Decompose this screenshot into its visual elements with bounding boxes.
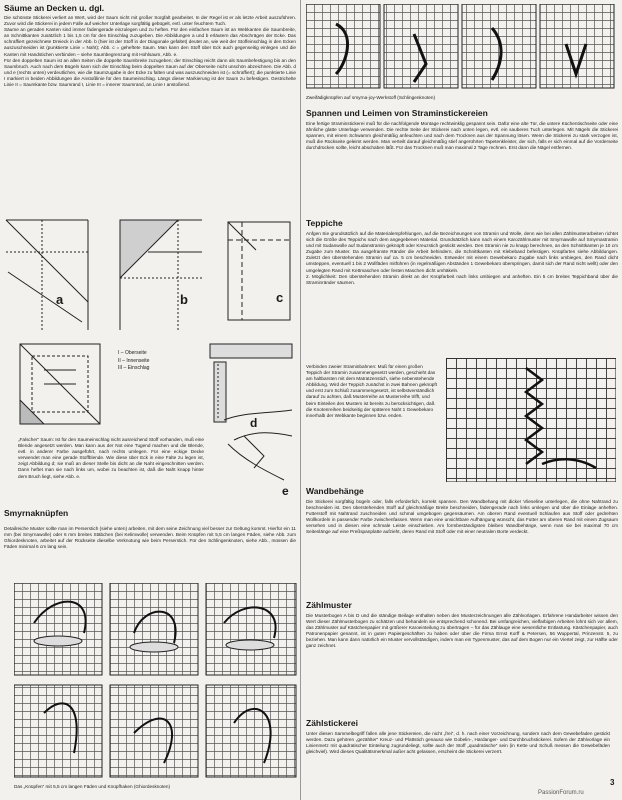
double-knot-illustrations: [306, 4, 616, 92]
section-title-smyrnaknuepfen: Smyrnaknüpfen: [4, 508, 69, 518]
mattress-stitch-illustration: [446, 358, 616, 482]
section-title-zaehlmuster: Zählmuster: [306, 600, 352, 610]
binding-figures-de: [204, 340, 298, 490]
figure-label-e: e: [282, 484, 289, 498]
stretching-section: [306, 108, 618, 151]
figure-label-b: b: [180, 292, 188, 307]
paragraph: Die schönste Stickerei verliert an Wert, wird der Saum nicht mit großer Sorgfalt gearbeitet. In der Regel ist er als letzte Arbeit auszuführen. Zuvor wird die Stickerei in jedem Falle auf weicher Unterlage sorgfältig gebügelt, evtl. unter feuchtem Tuch.: [4, 15, 296, 27]
figure-label-a: a: [56, 292, 64, 307]
false-hem-text: [18, 437, 204, 480]
count-patterns-section: [306, 600, 618, 650]
knotting-illustrations: [14, 583, 298, 781]
paragraph: Für den doppelten Saum ist an allen Seiten die doppelte Saumbreite zuzugeben; der Einschlag reicht dann als Saumbefestigung bis an den Saumbruch. Auch nach dem Bügeln kann sich der Einschlag beim doppelten Saum auf der Oberseite nicht unschön abzeichnen. Die Abb. d und e (rechts unten) verdeutlichen, wie die Saumzugabe in der Ecke zu falten und was auszuschneiden ist (= schraffiert); die punktierte Linie I markiert in beiden Abbildungen die Anstoßlinie für den Saumeinschlag. Längs dieser Markierung ist der Saum zu befestigen. Gestrichelte Linie II = Saumkante bzw. Saumrand I, Linie III = innerer Saumrand, an Linie I anstoßend.: [4, 57, 296, 88]
paragraph: Eine fertige Straminstickerei muß für die nachfolgende Montage rechtwinklig gespannt sein. Dafür eine alte Tür, die untere Küchentischseite oder eine ähnliche glatte Unterlage verwenden. Die rechte Seite der Stickerei nach unten legen, evtl. ein sauberes Tuch unterlegen. Mit Nägeln die Stickerei spannen, mit einem Schwamm gleichmäßig anfeuchten und nach dem Trocknen aus der Spannung lösen. Wenn die Stickerei zu stark verzogen ist, muß die Rückseite geleimt werden. Man verteilt darauf gleichmäßig stief angerührten Tapetenkleister, der sich, falls er sich einmal auf die Vorderseite durchdrücken sollte, leicht abschaben läßt. Für das Trocknen muß man maximal 2 Tage rechnen. Erst dann die Nägel entfernen.: [306, 121, 618, 151]
section-title-wandbehaenge: Wandbehänge: [306, 486, 364, 496]
figure-caption: Das „Knüpfen“ mit 5,5 cm langen Fäden und Knüpfhaken (Ghiordesknoten): [14, 784, 171, 789]
source-watermark: PassionForum.ru: [538, 790, 584, 796]
section-title-teppiche: Teppiche: [306, 218, 343, 228]
figure-label-c: c: [276, 290, 284, 305]
wall-hangings-section: [306, 486, 618, 536]
counted-embroidery-section: [306, 718, 610, 755]
legend-item: I – Oberseite: [118, 350, 147, 356]
paragraph: 2. Möglichkeit: Den überstehenden Stramin direkt an der Knüpfarbeit nach links umbiegen und anheften. Ein 5 cm breites Teppichband über die Straminränder säumen.: [306, 273, 618, 285]
double-hem-figure: [16, 340, 116, 430]
legend-item: III – Einschlag: [118, 365, 150, 371]
joining-section: [306, 364, 438, 419]
page-number: 3: [610, 778, 615, 787]
carpets-section: [306, 218, 618, 286]
paragraph: Säume an geraden Kanten sind immer fadengerade einzulegen und zu heften. Für den einfachen Saum ist an Webkanten die Saumbreite, an Schnittkanten zusätzlich 1 bis 1,5 cm für den Einschlag zuzugeben. Die Abbildungen a und b erläutern das Abschrägen der Ecke. Das schraffiert gezeichnete Dreieck in der Abb. b (hier ist der Stoff in der Diagonale gefaltet) deutet an, wie weit der Stoffeinschlag in den Ecken auszuschneiden ist (punktierte Linie = Naht); Abb. c = geheftete Saum. Man kann den Stoff über Eck auch gegenseitig einlegen und die Kanten mit Handstichen verbinden – siehe Saumbegrenzung mit Hohlsaum, Abb. e.: [4, 27, 296, 57]
smyrna-section: [4, 508, 296, 550]
paragraph: Anfgen Sie grundsätzlich auf die Materialempfehlungen, auf die Bezeichnungen von Stramin und Wolle, denn wie bei allen Zählmusterarbeiten richtet sich die Größe des Teppichs nach dem angegebenen Material. Grundsätzlich kann nach einem Karozählmuster mit Smyrnawolle auf Smyrnastramin und mit Sudanwolle auf Sudanstramin geknüpft oder Kreuzstich gestickt werden. Den Stramin nie zu knapp berechnen, an den Schnittkanten je 10 cm Zugabe zum Muster. Da ausgefranste Ränder die Arbeit behindern, die Schnittkanten mit Klebeband befestigen. Knüpfarten siehe Abbildungen. Zuletzt den überstehenden Stramin auf ca. 5 cm beschneiden. Entweder mit einem Gewebekaro Zugabe nach links umbiegen, den Rand dicht umsteppen, eventuell 1 bis 2 Wollfäden mitführen (in regelmäßigen Abständen 1 Gewebekaro überspringen, damit sich der Rand nicht wellt) oder den umgelegten Rand mit Kettmaschen oder festen Maschen dicht umhäkeln.: [306, 231, 618, 273]
column-divider: [300, 0, 301, 800]
double-hem-legend: [118, 350, 149, 373]
paragraph: Die Stickerei sorgfältig bügeln oder, falls erforderlich, korrekt spannen. Den Wandbehang mit dicker Vlieseline unterlegen, die ohne Nahtrand zu beschneiden ist. Den überstehenden Stoff auf gleichmäßige Breite beschneiden, fadengerade nach links umlegen und über die Einlage anheften. Futterstoff mit Nahtrand zuschneiden und schmal umgebogen gegensäumen. Am oberen Rand eventuell Schlaufen aus Stoff oder gedrehten Wollkordeln in passender Farbe zwischenfassen. Wenn man eine unsichtbare Aufhängung wünscht, das Futter am oberen Rand mit einem Zugsaum versehen und in diesen eine schmale Leiste einschieben. Am formbeständigsten bleiben Wandbehänge, wenn man sie bei maximal 70 cm Seitenlänge auf eine Preßspanplatte aufzieht, deren Rand mit Stoff oder mit einer neutralen Borte verdeckt.: [306, 499, 618, 535]
figure-caption: Zweifädigknüpfen auf smyrna-joy-Werkstoff (Schlingenknoten): [306, 95, 436, 100]
section-title-spannen: Spannen und Leimen von Straminstickereien: [306, 108, 488, 118]
paragraph: Detailreiche Muster sollte man im Perserstich (siehe unten) arbeiten, mit dem seine Zeichnung viel besser zur Geltung kommt. Hierfür ein 11 mm (bei Smyrnawolle) oder 6 mm breites Stäbchen (bei Kelimwolle) verwenden. Beim Knüpfen mit 5,5 cm langen Fäden, siehe Abb. zum Ghiordesknoten, arbeitet auf der Rückseite dieselbe Verknotung wie beim Perserstich. Für den Schlingenknoten, siehe Abb., müssen die Fäden minimal 6 cm lang sein.: [4, 526, 296, 550]
hem-figures-abc: [2, 212, 298, 337]
paragraph: Die Musterbogen A bis D und die ständige Beilage enthalten neben den Musterzeichnungen alle Zählvorlagen. Erfahrene Handarbeiter wissen den Wert dieser Zählmusterbogen zu schätzen und behandeln sie entsprechend schonend. Bei umfangreichen, vielfarbigen Arbeiten lohnt sich vor allem, das Zählmuster auf Kästchenpapier mit größerer Karoeinteilung zu übertragen – für das Zählauge eine wesentliche Entlastung. Kästchenpapier, auch Patronenpapier genannt, ist in guten Papiergeschäften zu haben oder über die Firma Ernst Korff & Petersen, 56 Wuppertal, Prinzenstr. 5, zu beziehen. Man kann dann natürlich ein Muster vervollständigen, indem man ein Typenmuster, das auf dem Bogen nur ein Viertel zeigt, zur Hälfte oder ganz zeichnet.: [306, 613, 618, 649]
legend-item: II – Innenseite: [118, 357, 150, 364]
figure-label-d: d: [250, 416, 258, 430]
paragraph: „Falscher“ Saum: Ist für den Saumeinschlag nicht ausreichend Stoff vorhanden, muß eine Blende angesetzt werden. Man kann aus der Not eine Tugend machen und die Blende, evtl. in anderer Farbe ausgeführt, nach rechts umlegen. Für eine eckige Decke verwendet man eine gerade Stoffblende. Wie diese über Eck in eine Falte zu legen ist, zeigt Abbildung d; sie muß an dieser Stelle bis dicht an die Naht eingeschnitten werden. Dann heftet man sie nach links um, wobei zu beachten ist, daß die Naht knapp hinter dem Bruch liegt, siehe Abb. e.: [18, 437, 204, 479]
paragraph: Unter diesen Sammelbegriff fallen alle jene Stickereien, die nicht „frei“, d. h. nach einer Vorzeichnung, sondern nach dem Gewebefaden gestickt werden. Dazu gehören „gezählter“ Kreuz- und Plattstich genauso wie Gobelin-, Hardanger- und Durchbruchstickerei. Sofern der Zählvorlage ein Linienmetz mit quadratischer Einteilung zugrundeliegt, sollte auch der Stoff „quadratische“ sein (in Kette und Schuß messen die Gewebefäden gleichviel). Wird dieses Qualitätsmerkmal außer acht gelassen, erscheint die Stickerei verzerrt.: [306, 731, 610, 755]
hem-section: [4, 3, 296, 88]
paragraph: Verbinden zweier Straminbahnen: Muß für einen großen Teppich der Stramin zusammengesetzt werden, geschieht das am haltbarsten mit dem Matratzenstich, siehe nebenstehende Abbildung. Wird der Teppich zunächst in zwei Bahnen geknüpft und erst zum Schluß zusammengesetzt, ist selbstverständlich darauf zu achten, daß Musterreihe an Musterreihe trifft, und beim Einteilen des Musters ist bereits zu berücksichtigen, daß die Knotenreihen beidseitig der späteren Naht 1 Gewebekaro innerhalb der Webkante beginnen bzw. enden.: [306, 364, 437, 418]
section-title-saeume: Säume an Decken u. dgl.: [4, 3, 105, 13]
section-title-zaehlstickerei: Zählstickerei: [306, 718, 358, 728]
